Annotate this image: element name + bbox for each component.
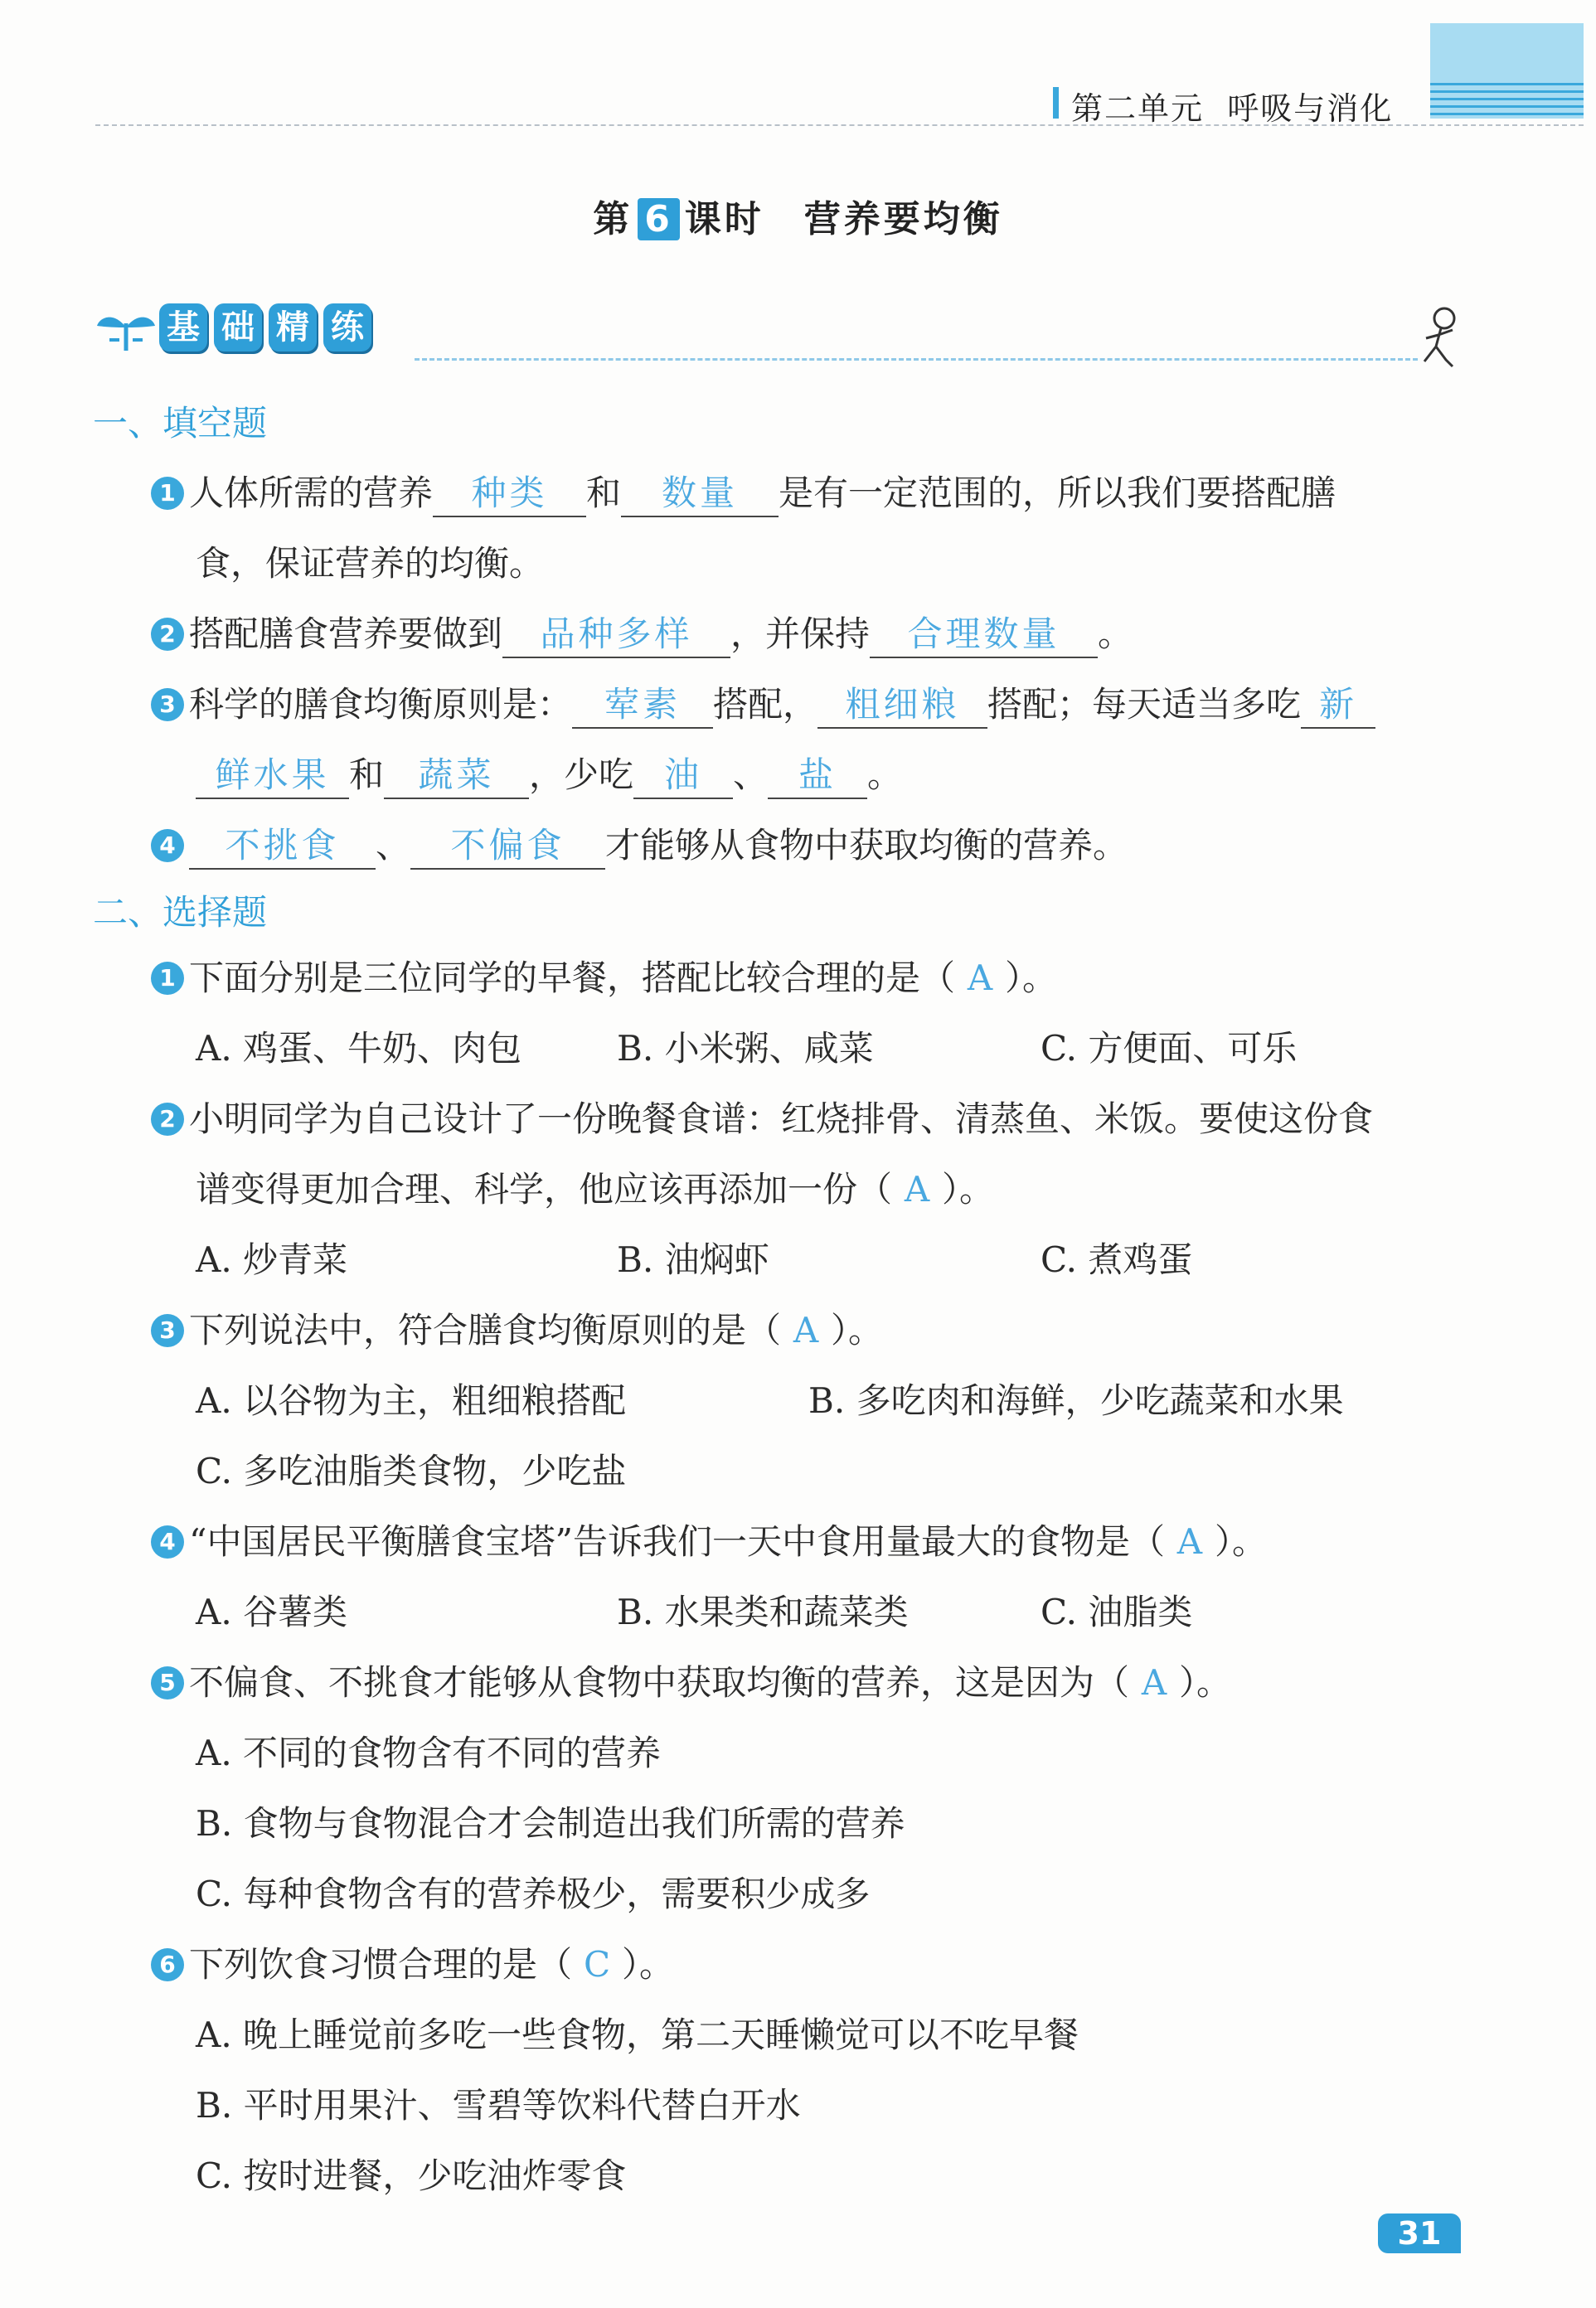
answer-blank: 鲜水果 [196,753,349,799]
unit-topic: 呼吸与消化 [1227,90,1394,127]
text: 才能够从食物中获取均衡的营养。 [605,825,1128,865]
answer: C [583,1944,611,1985]
choice-q1-option-c: C. 方便面、可乐 [1041,1028,1298,1069]
question-number: 1 [151,962,184,995]
choice-q6-option-a: A. 晚上睡觉前多吃一些食物，第二天睡懒觉可以不吃早餐 [196,2015,1079,2055]
text: 人体所需的营养 [189,473,434,513]
question-number: 4 [151,1525,184,1559]
fill-q4-line [151,821,1128,870]
page-number: 31 [1378,2213,1461,2253]
answer-blank: 新 [1301,682,1375,729]
text: 不偏食、不挑食才能够从食物中获取均衡的营养，这是因为（ [189,1662,1130,1703]
choice-q2-stem-line2 [196,1165,994,1215]
header-accent-bar [1053,87,1059,119]
banner-char-2: 础 [214,303,262,352]
choice-q4-option-c: C. 油脂类 [1041,1592,1193,1632]
answer-blank: 不挑食 [189,823,376,870]
fill-q1-line1 [151,468,1336,518]
text: 。 [1098,613,1133,654]
text: ）。 [1214,1521,1267,1562]
choice-q5-option-b: B. 食物与食物混合才会制造出我们所需的营养 [196,1803,905,1844]
question-number: 4 [151,829,184,862]
text: 、 [733,754,769,795]
choice-q6-option-b: B. 平时用果汁、雪碧等饮料代替白开水 [196,2085,801,2126]
answer-blank: 品种多样 [502,612,730,658]
banner-divider [415,358,1418,361]
choice-q6-stem [151,1940,674,1990]
choice-q5-option-c: C. 每种食物含有的营养极少，需要积少成多 [196,1874,871,1914]
choice-q2-stem-line1 [151,1094,1373,1144]
text: ）。 [622,1944,675,1985]
text: 搭配， [713,684,818,725]
choice-q1-option-b: B. 小米粥、咸菜 [617,1028,874,1069]
text: 和 [586,473,622,513]
text: ，少吃 [529,754,634,795]
question-number: 2 [151,618,184,651]
banner-char-3: 精 [269,303,317,352]
text: “中国居民平衡膳食宝塔”告诉我们一天中食用量最大的食物是（ [189,1521,1165,1562]
text: 搭配膳食营养要做到 [189,613,503,654]
header-stripes [1430,83,1584,120]
title-prefix: 第 [593,198,633,240]
question-number: 2 [151,1103,184,1136]
text: 是有一定范围的，所以我们要搭配膳 [779,473,1336,513]
answer: A [904,1169,930,1210]
title-suffix: 课时 营养要均衡 [684,198,1003,240]
answer-blank: 粗细粮 [817,682,987,729]
section-choice-heading: 二、选择题 [93,892,268,933]
choice-q1-option-a: A. 鸡蛋、牛奶、肉包 [196,1028,522,1069]
question-number: 5 [151,1666,184,1699]
choice-q4-option-b: B. 水果类和蔬菜类 [617,1592,909,1632]
answer-blank: 盐 [768,753,867,799]
choice-q3-option-a: A. 以谷物为主，粗细粮搭配 [196,1380,627,1421]
lesson-title [0,189,1596,242]
choice-q5-option-a: A. 不同的食物含有不同的营养 [196,1733,662,1773]
choice-q2-option-a: A. 炒青菜 [196,1239,348,1280]
text: ）。 [831,1310,884,1350]
text: 和 [349,754,385,795]
text: 下列说法中，符合膳食均衡原则的是（ [189,1310,782,1350]
section-banner [93,303,378,352]
text: 。 [867,754,903,795]
text: 、 [376,825,411,865]
lesson-number: 6 [638,198,680,240]
choice-q1-stem [151,953,1057,1003]
text: ）。 [942,1169,995,1210]
running-header [1071,83,1393,128]
text: 小明同学为自己设计了一份晚餐食谱：红烧排骨、清蒸鱼、米饭。要使这份食 [189,1098,1374,1139]
choice-q3-option-c: C. 多吃油脂类食物，少吃盐 [196,1451,627,1491]
answer-blank: 荤素 [572,682,713,729]
answer-blank: 种类 [433,471,586,517]
text: 谱变得更加合理、科学，他应该再添加一份（ [196,1169,893,1210]
answer-blank: 蔬菜 [384,753,529,799]
text: 科学的膳食均衡原则是： [189,684,573,725]
choice-q3-stem [151,1306,883,1355]
text: ，并保持 [730,613,871,654]
header-divider [95,124,1584,126]
answer: A [1176,1521,1203,1562]
answer-blank: 不偏食 [410,823,605,870]
answer-blank: 油 [633,753,733,799]
section-fill-heading: 一、填空题 [93,403,268,444]
choice-q5-stem [151,1658,1231,1708]
choice-q3-option-b: B. 多吃肉和海鲜，少吃蔬菜和水果 [808,1380,1344,1421]
answer: A [793,1310,819,1350]
question-number: 3 [151,688,184,721]
text: 下列饮食习惯合理的是（ [189,1944,573,1985]
choice-q6-option-c: C. 按时进餐，少吃油炸零食 [196,2155,627,2196]
sprout-icon [93,303,159,352]
fill-q1-line2: 食，保证营养的均衡。 [196,543,545,584]
text: 下面分别是三位同学的早餐，搭配比较合理的是（ [189,958,956,998]
text: ）。 [1179,1662,1232,1703]
choice-q4-stem [151,1517,1267,1567]
fill-q2-line [151,609,1133,659]
question-number: 3 [151,1314,184,1347]
text: ）。 [1005,958,1058,998]
choice-q2-option-b: B. 油焖虾 [617,1239,769,1280]
choice-q4-option-a: A. 谷薯类 [196,1592,348,1632]
question-number: 6 [151,1948,184,1981]
answer-blank: 合理数量 [870,612,1098,658]
running-figure-icon [1409,305,1467,371]
text: 搭配；每天适当多吃 [987,684,1302,725]
unit-label: 第二单元 [1071,90,1205,127]
answer-blank: 数量 [621,471,779,517]
banner-char-4: 练 [323,303,371,352]
banner-char-1: 基 [159,303,207,352]
question-number: 1 [151,477,184,510]
fill-q3-line2 [196,750,902,800]
answer: A [967,958,993,998]
choice-q2-option-c: C. 煮鸡蛋 [1041,1239,1193,1280]
fill-q3-line1 [151,680,1375,730]
answer: A [1141,1662,1167,1703]
